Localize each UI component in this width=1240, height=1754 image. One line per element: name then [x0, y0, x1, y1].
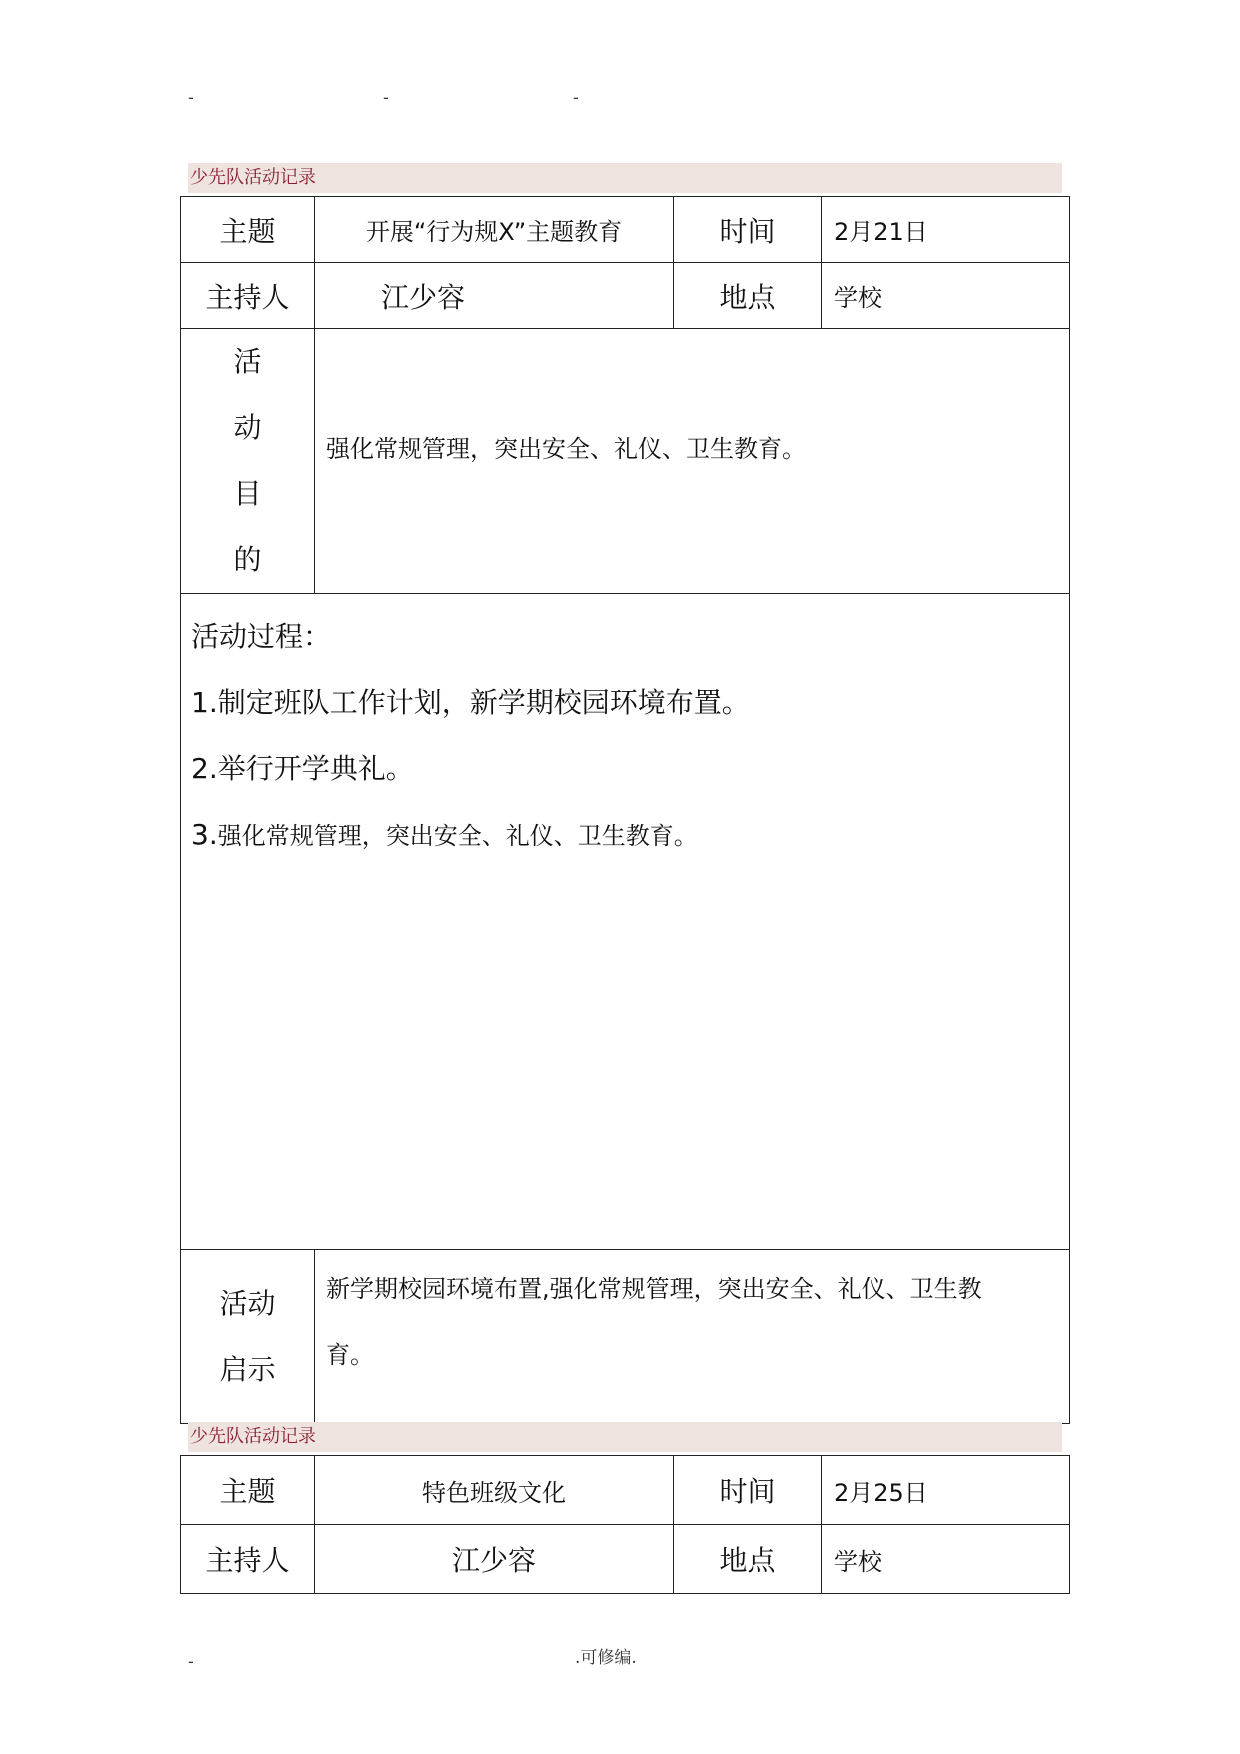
theme-label: 主题	[181, 1456, 315, 1525]
process-item-text: 举行开学典礼。	[217, 752, 414, 785]
theme-value: 开展“行为规X”主题教育	[315, 197, 674, 263]
process-item-text: 强化常规管理，突出安全、礼仪、卫生教育。	[217, 822, 698, 850]
purpose-label-char: 的	[233, 543, 262, 576]
place-value: 学校	[822, 263, 1070, 329]
header-dash: -	[573, 88, 579, 107]
time-value: 2月21日	[822, 197, 1070, 263]
process-item-text: 制定班队工作计划，新学期校园环境布置。	[217, 686, 750, 719]
time-value: 2月25日	[822, 1456, 1070, 1525]
process-item	[191, 802, 1059, 869]
host-label: 主持人	[181, 263, 315, 329]
activity-record-table	[180, 1455, 1070, 1594]
insight-value: 新学期校园环境布置,强化常规管理，突出安全、礼仪、卫生教育。	[315, 1250, 1070, 1424]
host-value: 江少容	[315, 1525, 674, 1594]
process-title: 活动过程：	[191, 620, 332, 653]
record-band-title: 少先队活动记录	[188, 1422, 1062, 1452]
time-label: 时间	[674, 1456, 822, 1525]
host-label: 主持人	[181, 1525, 315, 1594]
host-value: 江少容	[315, 263, 674, 329]
insight-label-line: 启示	[219, 1352, 276, 1386]
theme-value: 特色班级文化	[315, 1456, 674, 1525]
purpose-label-char: 动	[233, 411, 262, 444]
footer-dash: -	[188, 1652, 194, 1671]
time-label: 时间	[674, 197, 822, 263]
process-item-number: 1.	[191, 686, 218, 719]
place-label: 地点	[674, 1525, 822, 1594]
footer-text: .可修编.	[575, 1648, 637, 1668]
purpose-label-char: 目	[233, 477, 262, 510]
process-item-number: 2.	[191, 752, 218, 785]
activity-record-table	[180, 196, 1070, 1424]
place-value: 学校	[822, 1525, 1070, 1594]
process-item	[191, 736, 1059, 802]
header-dash: -	[188, 88, 194, 107]
purpose-label-char: 活	[233, 345, 262, 378]
process-item	[191, 670, 1059, 736]
theme-label: 主题	[181, 197, 315, 263]
process-item-number: 3.	[191, 818, 218, 851]
insight-label	[181, 1250, 315, 1424]
purpose-label	[181, 329, 315, 594]
record-band-title: 少先队活动记录	[188, 163, 1062, 193]
purpose-value: 强化常规管理，突出安全、礼仪、卫生教育。	[315, 329, 1070, 594]
insight-label-line: 活动	[219, 1286, 276, 1320]
header-dash: -	[383, 88, 389, 107]
place-label: 地点	[674, 263, 822, 329]
process-cell	[181, 594, 1070, 1250]
